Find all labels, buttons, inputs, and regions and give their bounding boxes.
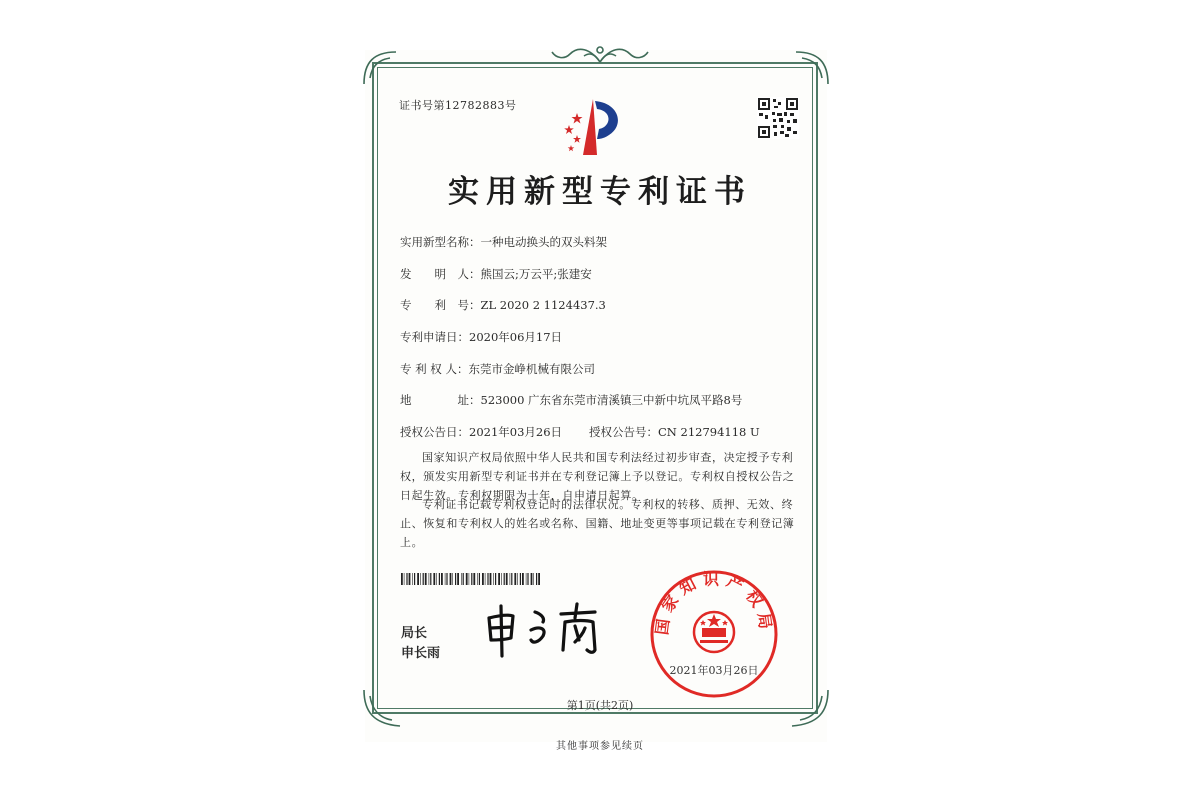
field-address bbox=[400, 392, 742, 408]
field-label: 专 利 号： bbox=[400, 298, 481, 312]
field-label: 实用新型名称： bbox=[400, 235, 481, 249]
ornament-top-icon bbox=[540, 42, 660, 68]
grant-statement-paragraph: 国家知识产权局依照中华人民共和国专利法经过初步审查，决定授予专利权，颁发实用新型专利证书并在专利登记簿上予以登记。专利权自授权公告之日起生效。专利权期限为十年，自申请日起算。 bbox=[400, 451, 795, 502]
director-name: 申长雨 bbox=[401, 646, 441, 661]
field-grant-number bbox=[589, 424, 760, 440]
ornament-corner-tr-icon bbox=[792, 48, 832, 88]
field-value: CN 212794118 U bbox=[658, 425, 760, 439]
seal-text: 国家知识产权局 bbox=[652, 569, 776, 637]
field-patent-number bbox=[400, 297, 606, 313]
national-emblem-icon bbox=[648, 568, 780, 700]
qr-code-icon bbox=[757, 97, 799, 139]
field-value: 2020年06月17日 bbox=[469, 330, 563, 344]
certificate-number: 证书号第12782883号 bbox=[399, 99, 517, 112]
field-label: 授权公告日： bbox=[400, 425, 469, 439]
field-value: 523000 广东省东莞市清溪镇三中新中坑凤平路8号 bbox=[480, 393, 743, 407]
ornament-corner-tl-icon bbox=[360, 48, 400, 88]
field-label: 专利申请日： bbox=[400, 330, 469, 344]
page-number: 第1页(共2页) bbox=[566, 699, 634, 712]
field-value: 一种电动换头的双头料架 bbox=[480, 235, 607, 249]
seal-date: 2021年03月26日 bbox=[669, 664, 759, 677]
field-patentee bbox=[400, 361, 595, 377]
certificate-title: 实用新型专利证书 bbox=[448, 174, 752, 210]
field-label: 专 利 权 人： bbox=[400, 362, 469, 376]
field-utility-model-name bbox=[400, 234, 607, 250]
svg-text:国家知识产权局 bbox=[652, 570, 776, 636]
field-filing-date bbox=[400, 329, 562, 345]
legal-status-paragraph: 专利证书记载专利权登记时的法律状况。专利权的转移、质押、无效、终止、恢复和专利权人的姓名或名称、国籍、地址变更等事项记载在专利登记簿上。 bbox=[400, 498, 795, 549]
field-label: 地 址： bbox=[400, 393, 481, 407]
footer-note: 其他事项参见续页 bbox=[556, 741, 644, 752]
field-value: 2021年03月26日 bbox=[469, 425, 563, 439]
field-grant-date bbox=[400, 424, 562, 440]
field-value: ZL 2020 2 1124437.3 bbox=[480, 298, 606, 312]
director-signature bbox=[483, 600, 608, 658]
barcode-icon bbox=[401, 573, 541, 585]
director-title: 局长 bbox=[401, 626, 428, 641]
field-label: 发 明 人： bbox=[400, 267, 481, 281]
field-value: 熊国云;万云平;张建安 bbox=[480, 267, 592, 281]
field-label: 授权公告号： bbox=[589, 425, 658, 439]
field-inventor bbox=[400, 266, 592, 282]
field-value: 东莞市金峥机械有限公司 bbox=[468, 362, 595, 376]
patent-logo-icon bbox=[553, 95, 633, 161]
